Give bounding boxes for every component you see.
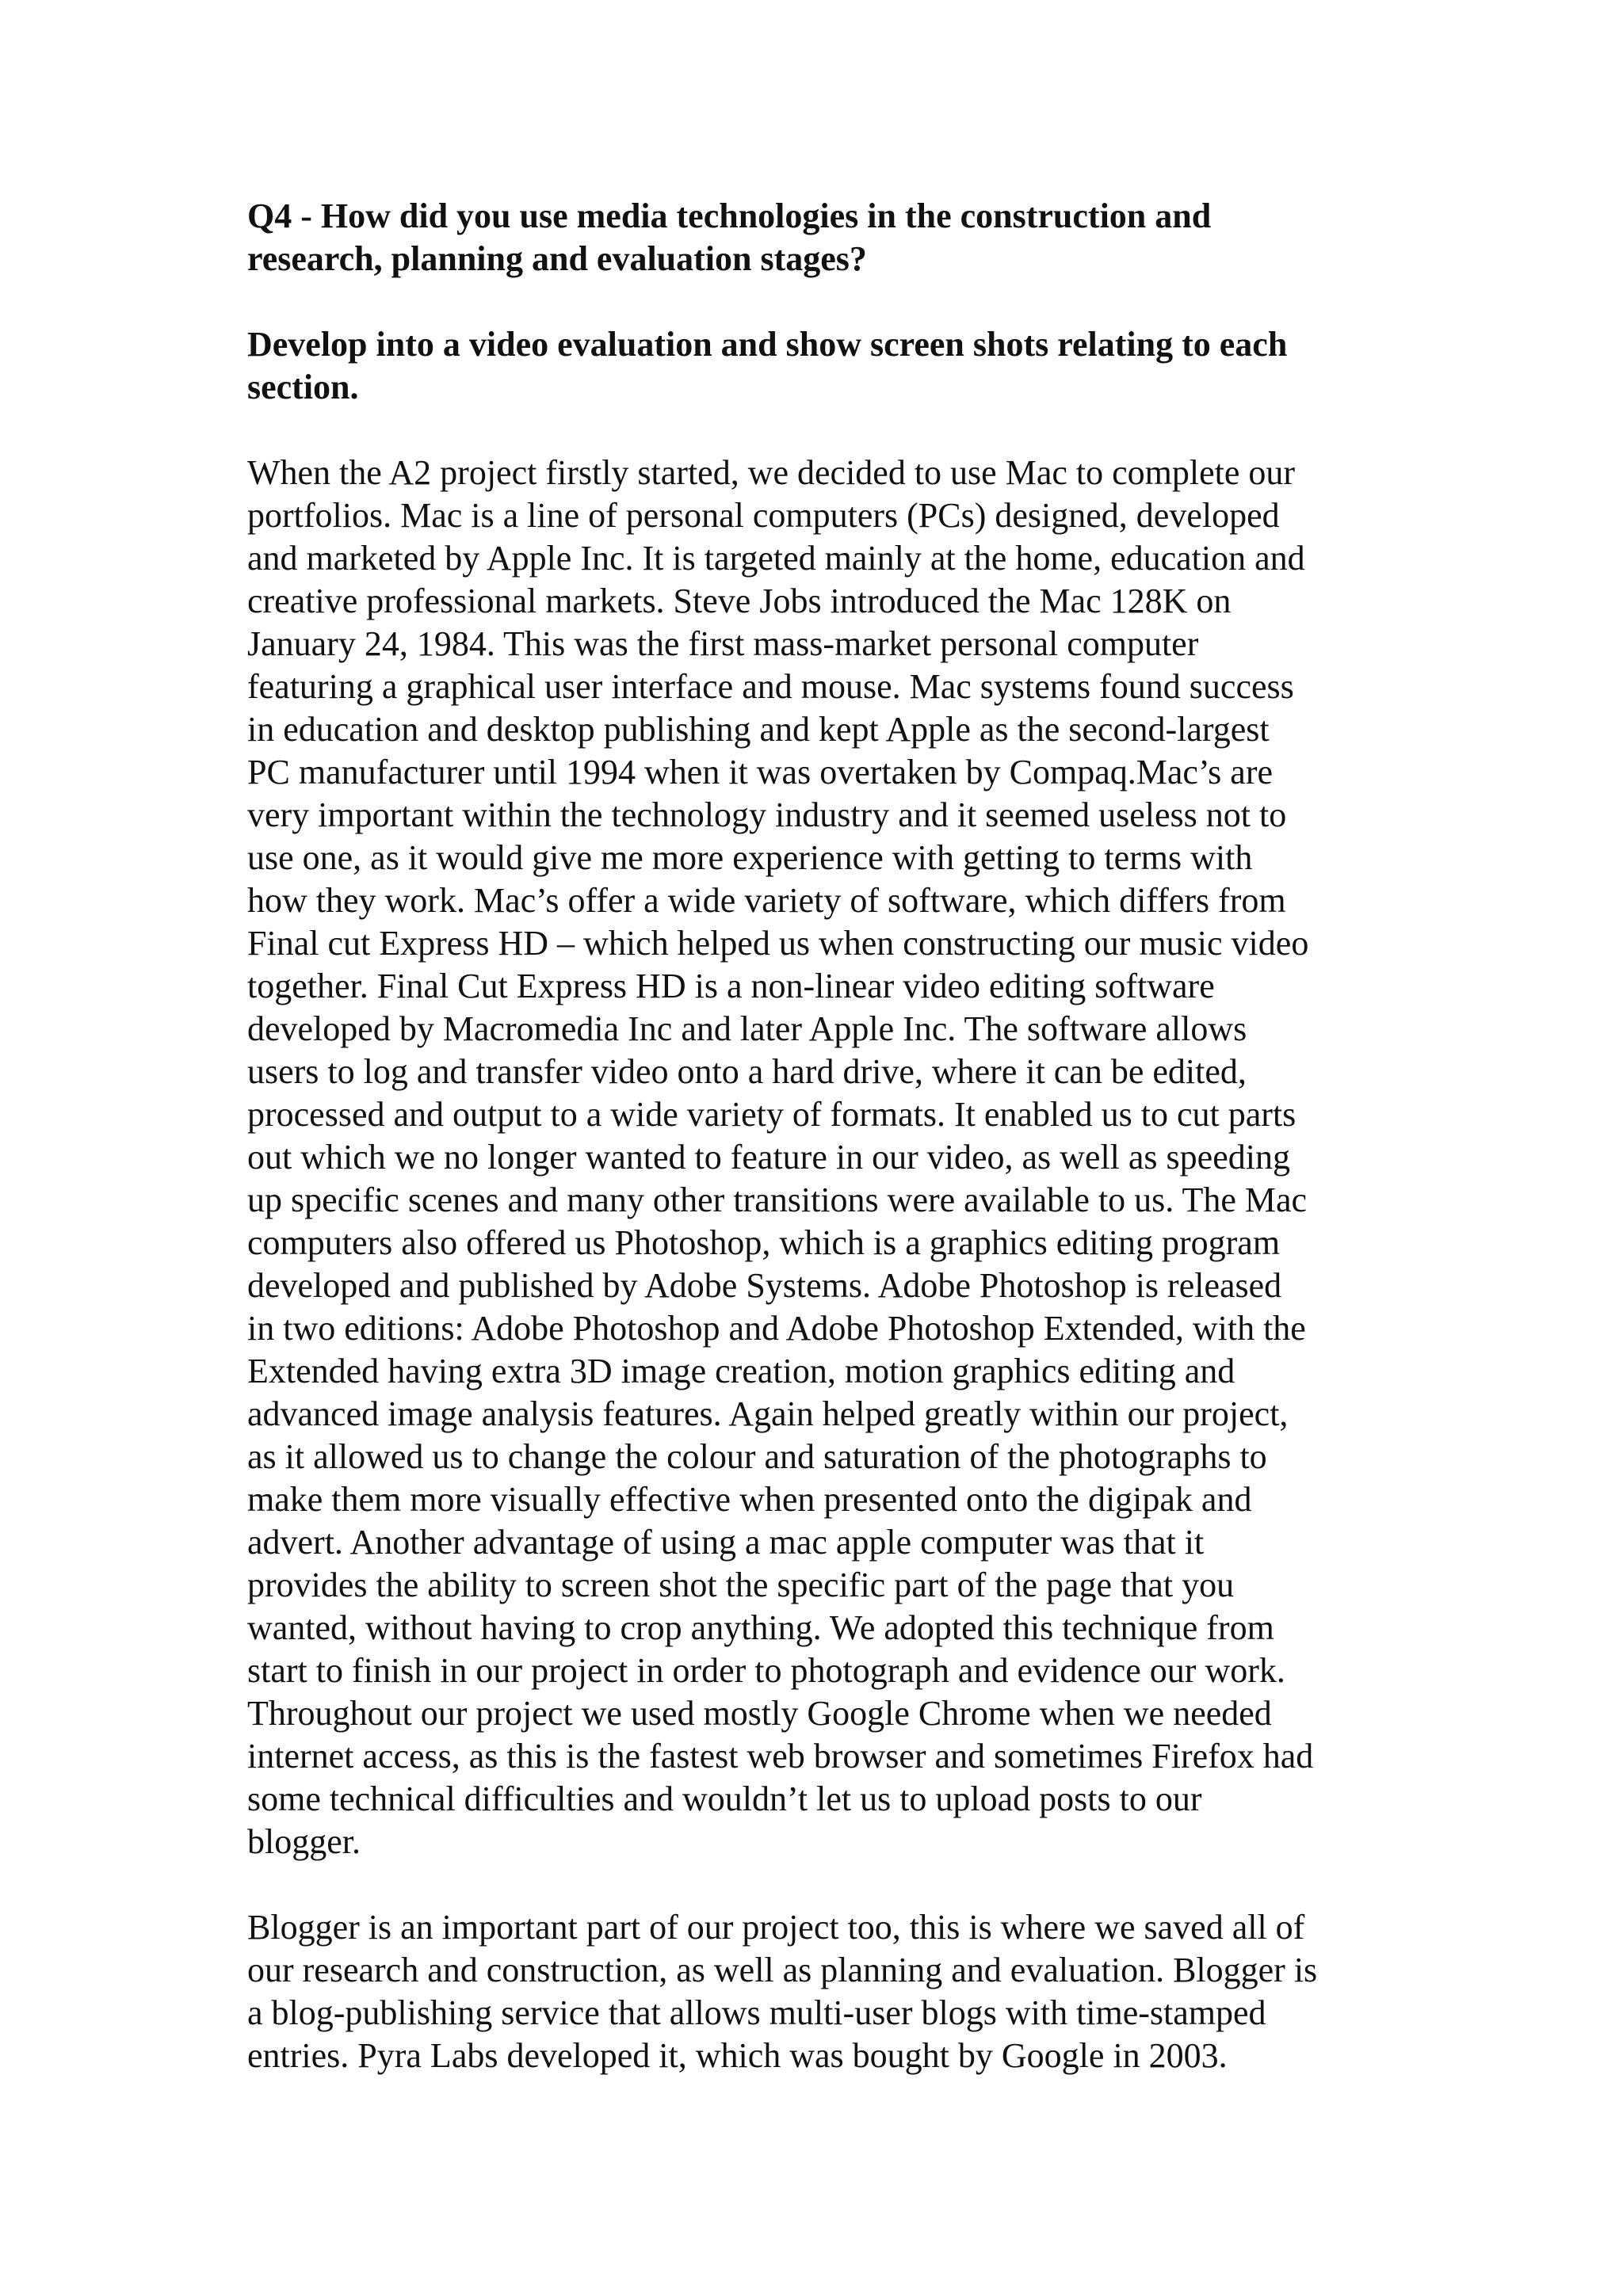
paragraph-line: how they work. Mac’s offer a wide variety of software, which differs from: [247, 881, 1286, 920]
paragraph-line: creative professional markets. Steve Jobs introduced the Mac 128K on: [247, 582, 1232, 620]
paragraph-line: very important within the technology industry and it seemed useless not to: [247, 795, 1287, 834]
paragraph-line: use one, as it would give me more experience with getting to terms with: [247, 838, 1253, 877]
instruction-heading: [247, 323, 1388, 409]
paragraph-line: developed by Macromedia Inc and later Apple Inc. The software allows: [247, 1009, 1247, 1048]
paragraph-line: Blogger is an important part of our project too, this is where we saved all of: [247, 1908, 1305, 1947]
paragraph-line: advert. Another advantage of using a mac apple computer was that it: [247, 1523, 1205, 1562]
paragraph-line: advanced image analysis features. Again helped greatly within our project,: [247, 1394, 1289, 1433]
paragraph-line: entries. Pyra Labs developed it, which was bought by Google in 2003.: [247, 2036, 1228, 2075]
paragraph-line: featuring a graphical user interface and mouse. Mac systems found success: [247, 667, 1294, 706]
paragraph-line: blogger.: [247, 1822, 361, 1861]
paragraph-line: in two editions: Adobe Photoshop and Adobe Photoshop Extended, with the: [247, 1309, 1306, 1348]
paragraph-line: together. Final Cut Express HD is a non-linear video editing software: [247, 967, 1215, 1005]
paragraph-line: out which we no longer wanted to feature in our video, as well as speeding: [247, 1138, 1290, 1177]
paragraph-line: start to finish in our project in order to photograph and evidence our work.: [247, 1651, 1285, 1690]
paragraph-line: internet access, as this is the fastest web browser and sometimes Firefox had: [247, 1737, 1314, 1775]
instruction-line: section.: [247, 368, 359, 406]
paragraph-line: users to log and transfer video onto a hard drive, where it can be edited,: [247, 1052, 1247, 1091]
paragraph-line: make them more visually effective when presented onto the digipak and: [247, 1480, 1252, 1519]
document-content: [247, 195, 1388, 2077]
paragraph-line: computers also offered us Photoshop, which is a graphics editing program: [247, 1223, 1281, 1262]
paragraph-line: Throughout our project we used mostly Google Chrome when we needed: [247, 1694, 1272, 1733]
paragraph-line: in education and desktop publishing and kept Apple as the second-largest: [247, 710, 1270, 749]
question-title: [247, 195, 1388, 280]
paragraph-mac-software: [247, 452, 1388, 1863]
paragraph-line: developed and published by Adobe Systems. Adobe Photoshop is released: [247, 1266, 1282, 1305]
paragraph-line: as it allowed us to change the colour and saturation of the photographs to: [247, 1437, 1267, 1476]
paragraph-line: PC manufacturer until 1994 when it was overtaken by Compaq.Mac’s are: [247, 753, 1274, 791]
paragraph-line: wanted, without having to crop anything. We adopted this technique from: [247, 1608, 1274, 1647]
paragraph-line: processed and output to a wide variety of formats. It enabled us to cut parts: [247, 1095, 1296, 1134]
paragraph-line: portfolios. Mac is a line of personal computers (PCs) designed, developed: [247, 496, 1280, 535]
paragraph-line: our research and construction, as well as planning and evaluation. Blogger is: [247, 1951, 1318, 1989]
paragraph-line: Final cut Express HD – which helped us when constructing our music video: [247, 924, 1309, 963]
question-title-line: Q4 - How did you use media technologies in the construction and: [247, 196, 1212, 235]
paragraph-line: a blog-publishing service that allows multi-user blogs with time-stamped: [247, 1993, 1266, 2032]
instruction-line: Develop into a video evaluation and show screen shots relating to each: [247, 325, 1288, 364]
question-title-line: research, planning and evaluation stages?: [247, 239, 867, 278]
paragraph-line: provides the ability to screen shot the specific part of the page that you: [247, 1566, 1235, 1604]
paragraph-blogger: [247, 1906, 1388, 2077]
paragraph-line: When the A2 project firstly started, we decided to use Mac to complete our: [247, 453, 1296, 492]
paragraph-line: January 24, 1984. This was the first mass-market personal computer: [247, 624, 1199, 663]
paragraph-line: some technical difficulties and wouldn’t let us to upload posts to our: [247, 1779, 1202, 1818]
paragraph-line: up specific scenes and many other transitions were available to us. The Mac: [247, 1180, 1308, 1219]
paragraph-line: Extended having extra 3D image creation, motion graphics editing and: [247, 1352, 1235, 1390]
paragraph-line: and marketed by Apple Inc. It is targeted mainly at the home, education and: [247, 539, 1305, 578]
